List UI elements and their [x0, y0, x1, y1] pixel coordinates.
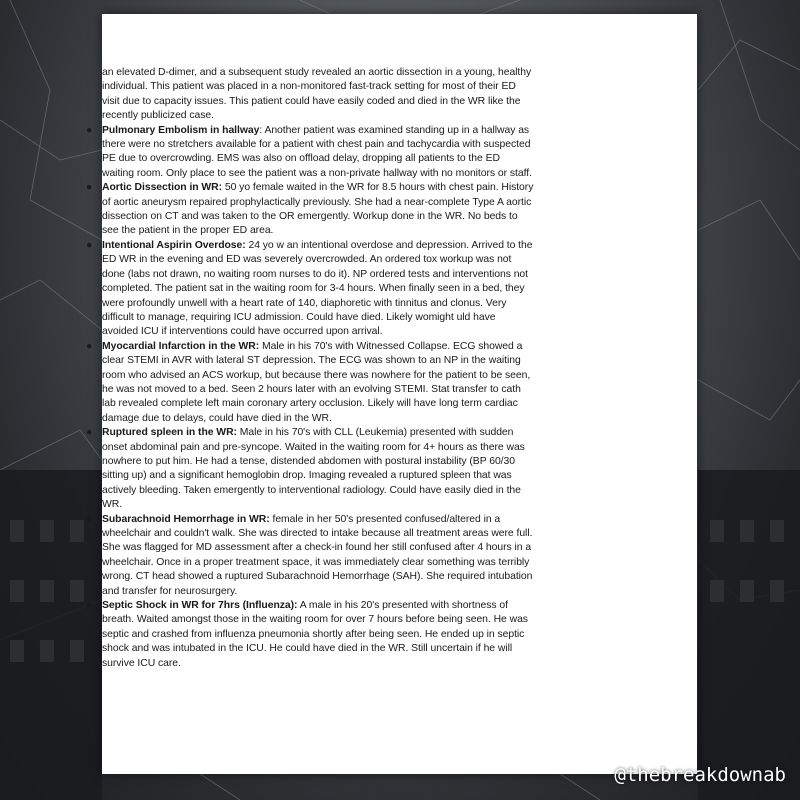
case-list: [86, 124, 534, 671]
bullet-icon: ●: [86, 600, 93, 612]
case-title: Aortic Dissection in WR:: [102, 182, 223, 194]
bullet-icon: ●: [86, 239, 93, 251]
list-item: [86, 513, 534, 599]
list-item: [86, 181, 534, 239]
bullet-icon: ●: [86, 182, 93, 194]
case-title: Ruptured spleen in the WR:: [102, 427, 237, 439]
case-body: Male in his 70's with Witnessed Collapse. ECG showed a clear STEMI in AVR with lateral ST depression. The ECG was shown to an NP in the waiting room who advised an ACS workup, but because there was nowhere for the patient to be seen, he was not moved to a bed. Seen 2 hours later with an evolving STEMI. Stat transfer to cath lab revealed complete left main coronary artery occlusion. Likely will have long term cardiac damage due to delays, could have died in the WR.: [102, 340, 531, 424]
case-body: 50 yo female waited in the WR for 8.5 hours with chest pain. History of aortic aneurysm repaired prophylactically previously. She had a near-complete Type A aortic dissection on CT and was taken to the OR emergently. Workup done in the WR. No beds to see the patient in the proper ED area.: [102, 182, 534, 237]
watermark-handle: @thebreakdownab: [614, 764, 786, 786]
case-title: Myocardial Infarction in the WR:: [102, 340, 260, 352]
case-body: 24 yo w an intentional overdose and depression. Arrived to the ED WR in the evening and ED was severely overcrowded. An ordered tox workup was not done (labs not drawn, no waiting room nurses to do it). NP ordered tests and interventions not completed. The patient sat in the waiting room for 3-4 hours. When finally seen in a bed, they were profoundly unwell with a heart rate of 140, diaphoretic with tinnitus and clonus. Very difficult to manage, requiring ICU admission. Could have died. Likely womight uld have avoided ICU if interventions could have occurred upon arrival.: [102, 239, 533, 338]
case-title: Subarachnoid Hemorrhage in WR:: [102, 513, 270, 525]
intro-paragraph: an elevated D-dimer, and a subsequent study revealed an aortic dissection in a young, healthy individual. This patient was placed in a non-monitored fast-track setting for most of their ED visit due to capacity issues. This patient could have easily coded and died in the WR like the recently publicized case.: [102, 67, 532, 122]
bullet-icon: ●: [86, 513, 93, 525]
case-title: Septic Shock in WR for 7hrs (Influenza):: [102, 600, 298, 612]
list-item: [86, 124, 534, 182]
list-item: [86, 599, 534, 671]
bullet-icon: ●: [86, 340, 93, 352]
case-body: Male in his 70's with CLL (Leukemia) presented with sudden onset abdominal pain and pre-syncope. Waited in the waiting room for 4+ hours as there was nowhere to put him. He had a tense, distended abdomen with postural instability (BP 60/30 sitting up) and a significant hemoglobin drop. Imaging revealed a ruptured spleen that was actively bleeding. Taken emergently to interventional radiology. Could have easily died in the WR.: [102, 427, 525, 511]
document-content: [86, 66, 534, 671]
list-item: [86, 340, 534, 426]
case-body: female in her 50's presented confused/altered in a wheelchair and couldn't walk. She was directed to intake because all treatment areas were full. She was flagged for MD assessment after a check-in found her still confused after 4 hours in a wheelchair. Once in a proper treatment space, it was immediately clear something was terribly wrong. CT head showed a ruptured Subarachnoid Hemorrhage (SAH). She required intubation and transfer for neurosurgery.: [102, 513, 533, 597]
case-body: A male in his 20's presented with shortness of breath. Waited amongst those in the waiting room for over 7 hours before being seen. He was septic and crashed from influenza pneumonia shortly after being seen. He ended up in septic shock and was intubated in the ICU. He could have died in the WR. Still uncertain if he will survive ICU care.: [102, 600, 528, 669]
list-item: [86, 239, 534, 340]
bullet-icon: ●: [86, 427, 93, 439]
list-item: [86, 426, 534, 512]
case-title: Pulmonary Embolism in hallway: [102, 124, 260, 136]
case-title: Intentional Aspirin Overdose:: [102, 239, 246, 251]
case-body: : Another patient was examined standing up in a hallway as there were no stretchers available for a patient with chest pain and tachycardia with suspected PE due to overcrowding. EMS was also on offload delay, dropping all patients to the ED waiting room. Only place to see the patient was a non-private hallway with no monitors or staff.: [102, 124, 532, 179]
bullet-icon: ●: [86, 124, 93, 136]
